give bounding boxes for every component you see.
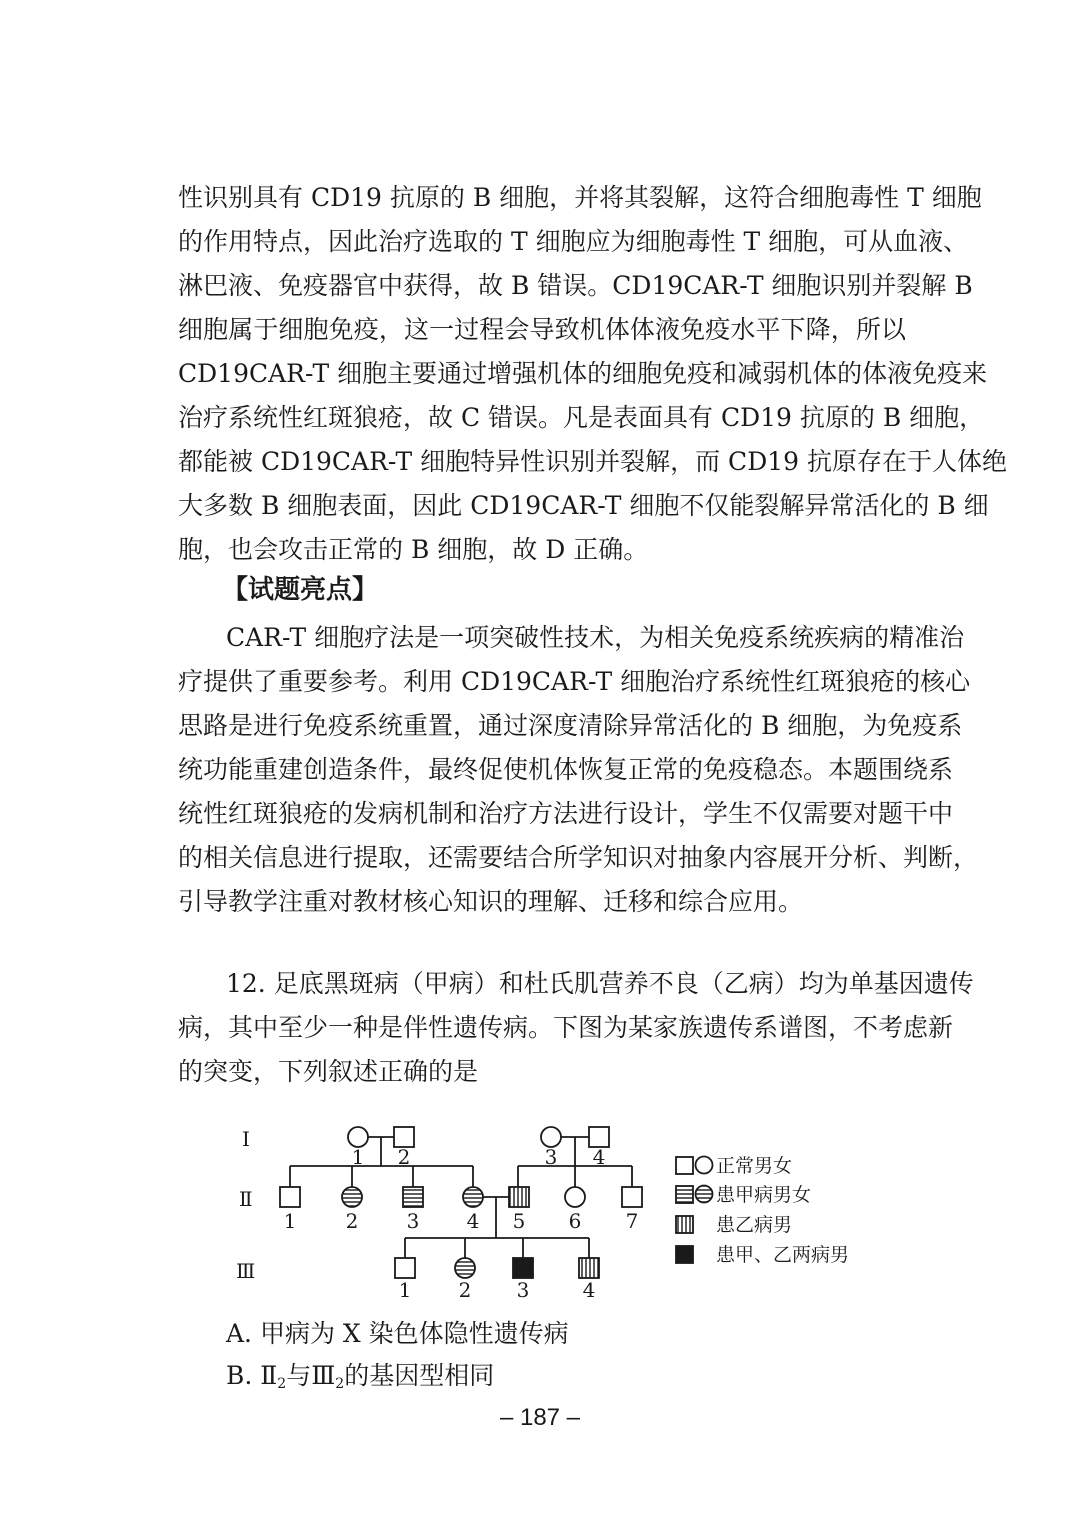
legend-disease-a-female-icon [696, 1186, 713, 1203]
gen2-number: 6 [568, 1209, 582, 1233]
text-line: 的相关信息进行提取，还需要结合所学知识对抽象内容展开分析、判断， [178, 843, 979, 872]
option-b-suffix: 的基因型相同 [344, 1361, 495, 1390]
generation-label-1: Ⅰ [242, 1127, 250, 1151]
text-line: 大多数 B 细胞表面，因此 CD19CAR-T 细胞不仅能裂解异常活化的 B 细 [178, 491, 989, 520]
text-line: 引导教学注重对教材核心知识的理解、迁移和综合应用。 [178, 887, 804, 916]
generation-label-3: Ⅲ [236, 1259, 256, 1283]
gen3-number: 4 [582, 1278, 596, 1302]
option-a: A. 甲病为 X 染色体隐性遗传病 [226, 1319, 569, 1348]
gen2-male-3 [403, 1187, 423, 1207]
option-b-sub-1: 2 [277, 1376, 287, 1392]
gen2-number: 5 [512, 1209, 526, 1233]
text-line: 思路是进行免疫系统重置，通过深度清除异常活化的 B 细胞，为免疫系 [178, 711, 963, 740]
gen3-male-1 [395, 1258, 415, 1278]
gen1-number: 3 [544, 1145, 558, 1169]
question-text-line: 的突变，下列叙述正确的是 [178, 1057, 479, 1086]
legend-disease-b-male-icon [676, 1216, 693, 1233]
generation-label-2: Ⅱ [239, 1187, 253, 1211]
legend-disease-a-male-icon [676, 1186, 693, 1203]
text-line: CAR-T 细胞疗法是一项突破性技术，为相关免疫系统疾病的精准治 [226, 623, 965, 652]
gen3-male-4 [579, 1258, 599, 1278]
gen1-male-2 [394, 1127, 414, 1147]
text-line: CD19CAR-T 细胞主要通过增强机体的细胞免疫和减弱机体的体液免疫来 [178, 359, 988, 388]
gen2-male-1 [280, 1187, 300, 1207]
gen2-number: 3 [406, 1209, 420, 1233]
question-text-line: 病，其中至少一种是伴性遗传病。下图为某家族遗传系谱图，不考虑新 [178, 1013, 954, 1042]
gen2-number: 4 [466, 1209, 480, 1233]
text-line: 的作用特点，因此治疗选取的 T 细胞应为细胞毒性 T 细胞，可从血液、 [178, 227, 969, 256]
text-line: 治疗系统性红斑狼疮，故 C 错误。凡是表面具有 CD19 抗原的 B 细胞， [178, 403, 985, 432]
gen1-number: 1 [351, 1145, 365, 1169]
text-line: 统功能重建创造条件，最终促使机体恢复正常的免疫稳态。本题围绕系 [178, 755, 954, 784]
gen1-number: 4 [592, 1145, 606, 1169]
option-b [226, 1358, 494, 1402]
gen2-number: 7 [625, 1209, 639, 1233]
gen3-number: 2 [458, 1278, 472, 1302]
text-line: 都能被 CD19CAR-T 细胞特异性识别并裂解，而 CD19 抗原存在于人体绝 [178, 447, 1007, 476]
gen2-male-5 [509, 1187, 529, 1207]
legend-normal-male-icon [676, 1157, 693, 1174]
text-line: 胞，也会攻击正常的 B 细胞，故 D 正确。 [178, 535, 649, 564]
gen2-male-7 [622, 1187, 642, 1207]
gen2-female-6 [565, 1187, 585, 1207]
option-b-prefix: B. Ⅱ [226, 1361, 278, 1390]
text-line: 疗提供了重要参考。利用 CD19CAR-T 细胞治疗系统性红斑狼疮的核心 [178, 667, 971, 696]
section-heading: 【试题亮点】 [222, 575, 379, 605]
gen3-male-3 [513, 1258, 533, 1278]
legend-both-male-icon [676, 1246, 693, 1263]
gen1-female-1 [348, 1127, 368, 1147]
gen3-number: 1 [398, 1278, 412, 1302]
gen1-female-3 [541, 1127, 561, 1147]
legend-disease-a-label: 患甲病男女 [716, 1184, 812, 1206]
option-b-mid: 与Ⅲ [286, 1361, 336, 1390]
text-line: 性识别具有 CD19 抗原的 B 细胞，并将其裂解，这符合细胞毒性 T 细胞 [178, 183, 982, 212]
option-b-sub-2: 2 [335, 1376, 345, 1392]
question-text-line: 12. 足底黑斑病（甲病）和杜氏肌营养不良（乙病）均为单基因遗传 [226, 969, 974, 998]
gen2-female-2 [342, 1187, 362, 1207]
gen3-number: 3 [516, 1278, 530, 1302]
gen1-number: 2 [397, 1145, 411, 1169]
text-line: 细胞属于细胞免疫，这一过程会导致机体体液免疫水平下降，所以 [178, 315, 906, 344]
legend-both-label: 患甲、乙两病男 [716, 1244, 850, 1266]
page-number: – 187 – [499, 1404, 581, 1431]
text-line: 淋巴液、免疫器官中获得，故 B 错误。CD19CAR-T 细胞识别并裂解 B [178, 271, 973, 300]
legend-normal-female-icon [696, 1157, 713, 1174]
gen2-female-4 [463, 1187, 483, 1207]
gen2-number: 2 [345, 1209, 359, 1233]
text-line: 统性红斑狼疮的发病机制和治疗方法进行设计，学生不仅需要对题干中 [178, 799, 954, 828]
gen1-male-4 [589, 1127, 609, 1147]
gen2-number: 1 [283, 1209, 297, 1233]
gen3-female-2 [455, 1258, 475, 1278]
legend-normal-label: 正常男女 [716, 1155, 793, 1177]
legend-disease-b-label: 患乙病男 [716, 1214, 793, 1236]
